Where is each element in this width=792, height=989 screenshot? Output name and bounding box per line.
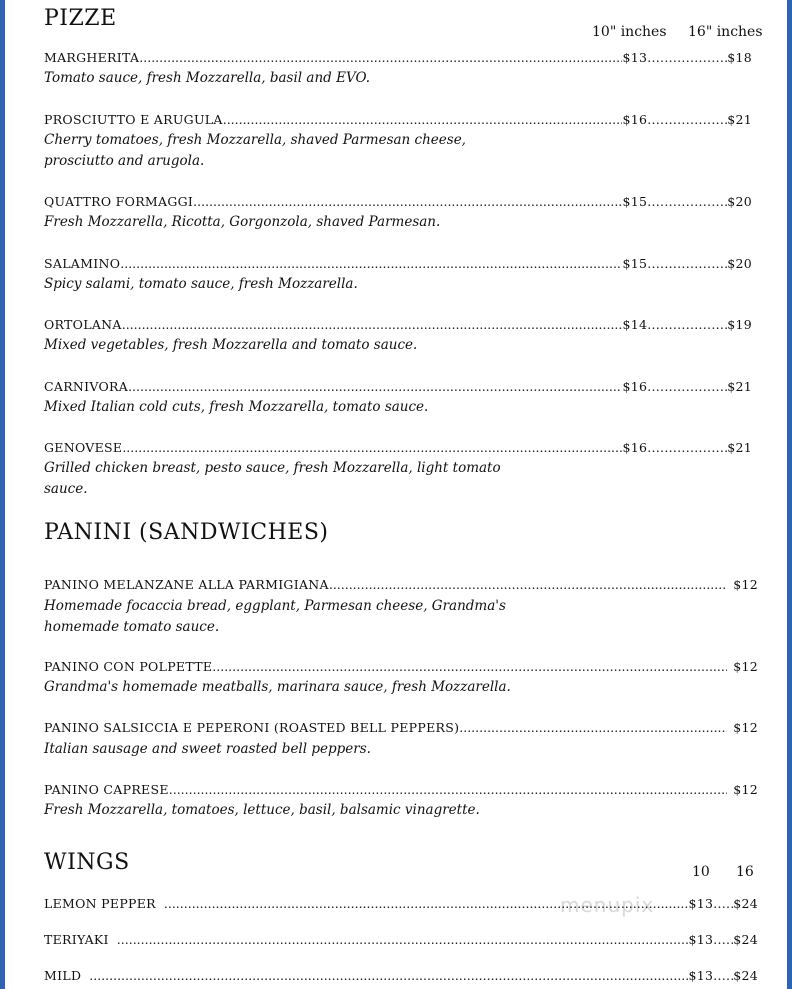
pizza-price-10: $13 — [622, 50, 648, 65]
panino-item-melanzane — [44, 577, 758, 592]
pizza-price-10: $16 — [622, 440, 648, 455]
pizza-desc: Grilled chicken breast, pesto sauce, fresh Mozzarella, light tomato sauce. — [44, 460, 501, 497]
pizza-name: SALAMINO — [44, 256, 121, 271]
pizza-desc: Fresh Mozzarella, Ricotta, Gorgonzola, shaved Parmesan. — [44, 214, 441, 230]
pizze-size-header-16: 16" inches — [688, 24, 763, 40]
panino-name: PANINO SALSICCIA E PEPERONI (ROASTED BELL PEPPERS) — [44, 720, 460, 735]
leader-dots — [164, 896, 689, 911]
pizza-item-genovese — [44, 440, 752, 455]
leader-dots — [193, 194, 622, 209]
panino-item-salsiccia — [44, 720, 758, 735]
pizza-price-16: $21 — [727, 112, 752, 127]
pizza-name: GENOVESE — [44, 440, 123, 455]
leader-dots — [223, 112, 623, 127]
pizza-item-ortolana — [44, 317, 752, 332]
panino-price: $12 — [733, 659, 758, 674]
leader-dots — [647, 194, 727, 209]
pizze-title: PIZZE — [44, 6, 117, 31]
leader-dots — [329, 577, 727, 592]
leader-dots — [117, 932, 689, 947]
wing-name: LEMON PEPPER — [44, 896, 156, 911]
pizza-name: CARNIVORA — [44, 379, 129, 394]
wing-item-teriyaki — [44, 932, 758, 947]
watermark: menupix — [560, 893, 655, 917]
leader-dots — [647, 379, 727, 394]
panino-price: $12 — [733, 782, 758, 797]
wing-price-10: $13 — [688, 968, 714, 983]
leader-dots — [647, 440, 727, 455]
leader-dots — [122, 317, 623, 332]
wing-price-16: $24 — [733, 932, 758, 947]
pizza-name: MARGHERITA — [44, 50, 140, 65]
pizza-desc: Mixed Italian cold cuts, fresh Mozzarella, tomato sauce. — [44, 399, 429, 415]
pizza-price-10: $15 — [622, 194, 648, 209]
wings-size-header-10: 10 — [692, 864, 710, 880]
leader-dots — [713, 896, 733, 911]
wing-price-10: $13 — [688, 896, 714, 911]
pizza-desc: Cherry tomatoes, fresh Mozzarella, shaved Parmesan cheese, prosciutto and arugola. — [44, 132, 466, 169]
pizza-item-salamino — [44, 256, 752, 271]
pizza-item-quattro-formaggi — [44, 194, 752, 209]
panino-name: PANINO MELANZANE ALLA PARMIGIANA — [44, 577, 329, 592]
wings-title: WINGS — [44, 850, 130, 875]
panino-price: $12 — [733, 577, 758, 592]
wing-item-lemon-pepper — [44, 896, 758, 911]
pizza-price-16: $18 — [727, 50, 752, 65]
leader-dots — [120, 256, 622, 271]
pizza-price-16: $21 — [727, 379, 752, 394]
leader-dots — [139, 50, 622, 65]
left-border — [0, 0, 5, 989]
panino-price: $12 — [733, 720, 758, 735]
leader-dots — [647, 256, 727, 271]
leader-dots — [89, 968, 688, 983]
wing-price-16: $24 — [733, 968, 758, 983]
pizza-price-16: $21 — [727, 440, 752, 455]
wings-size-header-16: 16 — [736, 864, 754, 880]
panini-title: PANINI (SANDWICHES) — [44, 520, 329, 545]
pizza-price-10: $16 — [622, 112, 648, 127]
leader-dots — [212, 659, 727, 674]
panino-desc: Italian sausage and sweet roasted bell peppers. — [44, 741, 371, 757]
panino-item-caprese — [44, 782, 758, 797]
panino-desc: Grandma's homemade meatballs, marinara sauce, fresh Mozzarella. — [44, 679, 511, 695]
pizza-price-16: $20 — [727, 256, 752, 271]
pizza-name: ORTOLANA — [44, 317, 122, 332]
pizza-price-10: $16 — [622, 379, 648, 394]
wing-name: TERIYAKI — [44, 932, 109, 947]
pizza-price-16: $19 — [727, 317, 752, 332]
panino-desc: Fresh Mozzarella, tomatoes, lettuce, basil, balsamic vinagrette. — [44, 802, 480, 818]
leader-dots — [713, 968, 733, 983]
right-border — [787, 0, 792, 989]
panino-name: PANINO CON POLPETTE — [44, 659, 213, 674]
pizza-price-10: $15 — [622, 256, 648, 271]
pizza-name: PROSCIUTTO E ARUGULA — [44, 112, 223, 127]
panino-item-polpette — [44, 659, 758, 674]
wing-name: MILD — [44, 968, 82, 983]
pizza-price-16: $20 — [727, 194, 752, 209]
leader-dots — [647, 112, 727, 127]
leader-dots — [713, 932, 733, 947]
leader-dots — [459, 720, 727, 735]
pizza-desc: Mixed vegetables, fresh Mozzarella and tomato sauce. — [44, 337, 418, 353]
wing-item-mild — [44, 968, 758, 983]
leader-dots — [647, 317, 727, 332]
panino-name: PANINO CAPRESE — [44, 782, 169, 797]
pizza-item-carnivora — [44, 379, 752, 394]
leader-dots — [169, 782, 727, 797]
wing-price-16: $24 — [733, 896, 758, 911]
pizza-desc: Spicy salami, tomato sauce, fresh Mozzarella. — [44, 276, 358, 292]
pizza-item-prosciutto — [44, 112, 752, 127]
leader-dots — [128, 379, 622, 394]
panino-desc: Homemade focaccia bread, eggplant, Parmesan cheese, Grandma's homemade tomato sauce. — [44, 598, 506, 635]
pizze-size-header-10: 10" inches — [592, 24, 667, 40]
leader-dots — [122, 440, 622, 455]
pizza-price-10: $14 — [622, 317, 648, 332]
leader-dots — [647, 50, 727, 65]
pizza-item-margherita — [44, 50, 752, 65]
pizza-name: QUATTRO FORMAGGI — [44, 194, 194, 209]
pizza-desc: Tomato sauce, fresh Mozzarella, basil and EVO. — [44, 70, 371, 86]
wing-price-10: $13 — [688, 932, 714, 947]
